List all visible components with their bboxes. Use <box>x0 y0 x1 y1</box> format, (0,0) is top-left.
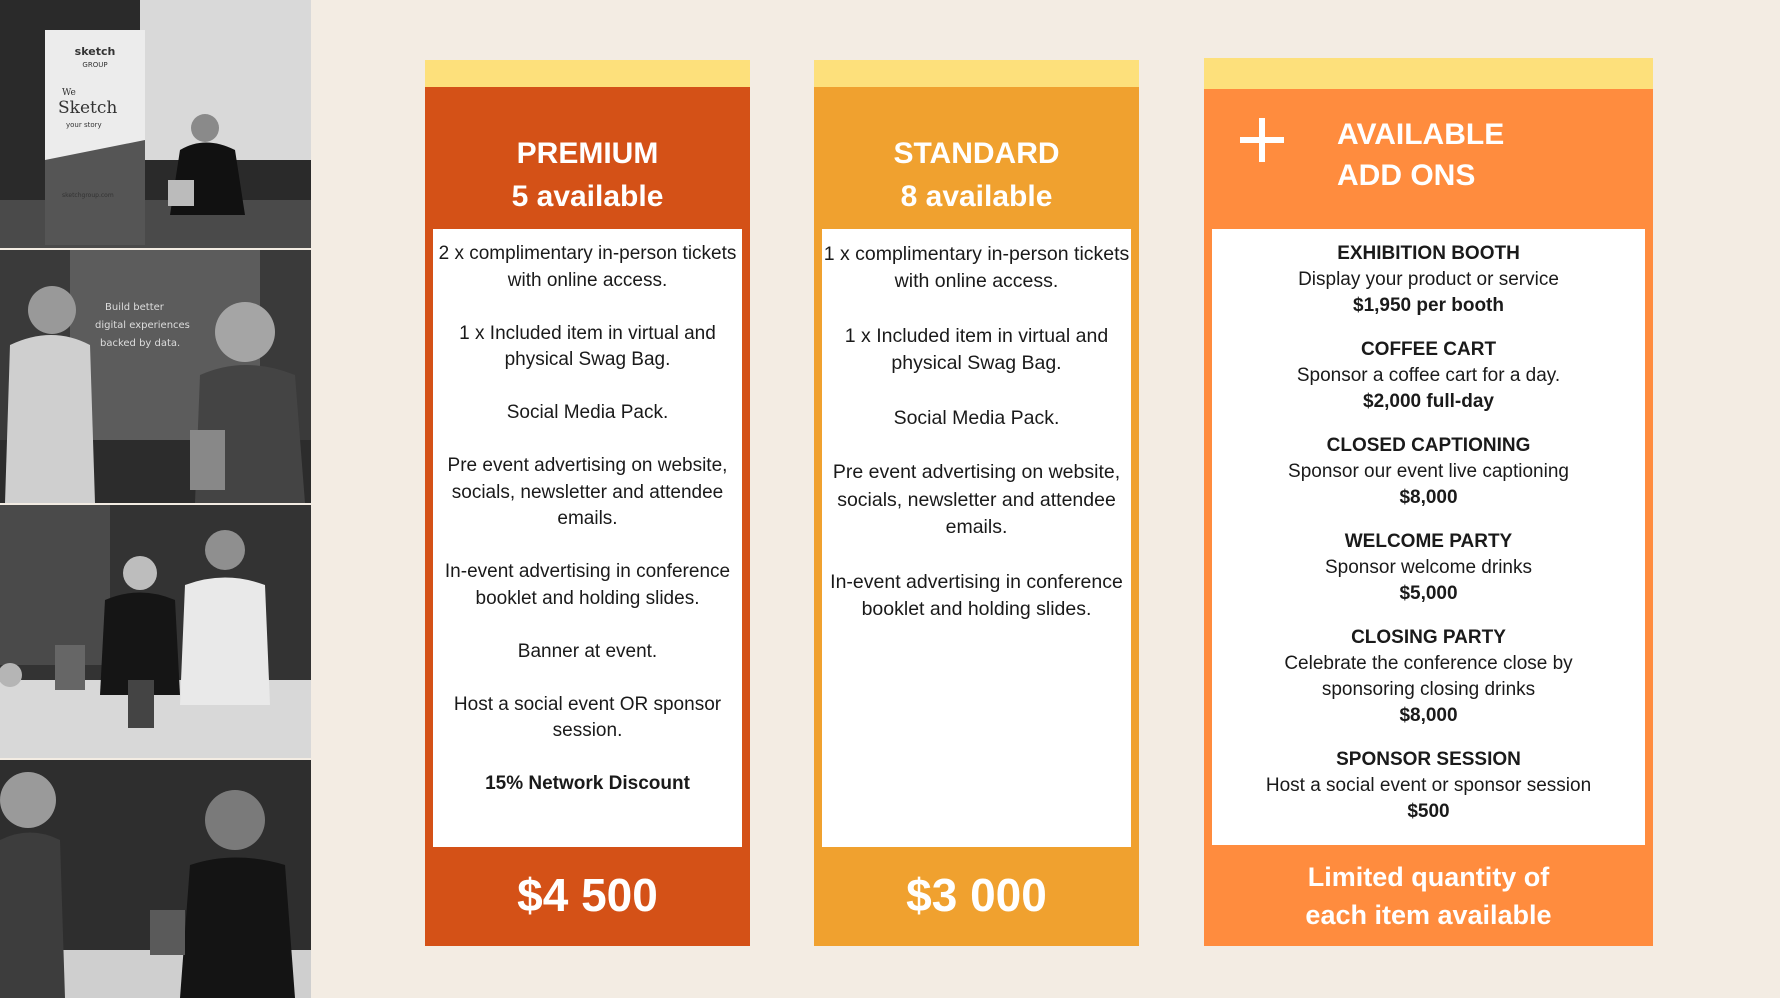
addon-price: $5,000 <box>1399 583 1458 604</box>
addons-title-line1: AVAILABLE <box>1337 118 1505 151</box>
addon-description: Host a social event or sponsor session <box>1265 775 1592 796</box>
addon-title: WELCOME PARTY <box>1344 531 1513 552</box>
addon-item <box>1212 747 1645 825</box>
addon-title: CLOSED CAPTIONING <box>1326 435 1531 456</box>
addons-header <box>1337 114 1504 196</box>
addon-item <box>1212 625 1645 729</box>
addon-title: EXHIBITION BOOTH <box>1337 243 1520 264</box>
photo-strip <box>0 0 311 998</box>
addon-description: Celebrate the conference close by sponsoring closing drinks <box>1284 653 1573 700</box>
addons-footer-line2: each item available <box>1305 900 1552 930</box>
banner-url: sketchgroup.com <box>62 192 114 199</box>
standard-feature: Pre event advertising on website, socials, newsletter and attendee emails. <box>832 461 1121 538</box>
addon-title: COFFEE CART <box>1360 339 1497 360</box>
banner-tagline-2: Sketch <box>58 98 118 118</box>
wall-text-2: digital experiences <box>95 320 190 331</box>
plus-icon <box>1240 118 1284 162</box>
banner-brand-sub: GROUP <box>82 61 108 69</box>
premium-feature: Host a social event OR sponsor session. <box>453 693 722 741</box>
standard-price: $3 000 <box>906 869 1047 921</box>
standard-feature: Social Media Pack. <box>893 406 1060 429</box>
addons-footer-line1: Limited quantity of <box>1307 862 1550 892</box>
photo-sketch-artist <box>0 0 311 248</box>
standard-features-panel <box>822 229 1131 847</box>
standard-package-card <box>814 60 1139 946</box>
addon-price: $8,000 <box>1399 487 1458 508</box>
addons-list-panel <box>1212 229 1645 845</box>
standard-feature: In-event advertising in conference booklet and holding slides. <box>830 570 1123 620</box>
standard-feature: 1 x complimentary in-person tickets with online access. <box>823 243 1130 293</box>
premium-feature: 1 x Included item in virtual and physical Swag Bag. <box>459 322 716 370</box>
standard-feature: 1 x Included item in virtual and physical Swag Bag. <box>844 324 1109 375</box>
addon-item <box>1212 337 1645 415</box>
premium-header <box>425 132 750 218</box>
standard-title: STANDARD <box>893 137 1060 170</box>
standard-availability: 8 available <box>900 180 1053 213</box>
addon-price: $500 <box>1407 801 1450 822</box>
photo-sponsor-table <box>0 505 311 758</box>
premium-feature: Social Media Pack. <box>506 402 669 423</box>
banner-tagline-1: We <box>62 88 76 98</box>
photo-booth-conversation <box>0 250 311 503</box>
addon-title: SPONSOR SESSION <box>1336 749 1521 770</box>
premium-price: $4 500 <box>517 869 658 921</box>
addon-item <box>1212 433 1645 511</box>
addon-item <box>1212 529 1645 607</box>
addon-description: Sponsor a coffee cart for a day. <box>1296 365 1561 386</box>
standard-header <box>814 132 1139 218</box>
addon-price: $2,000 full-day <box>1363 391 1494 412</box>
premium-feature: In-event advertising in conference booklet and holding slides. <box>444 561 731 609</box>
premium-features-panel <box>433 229 742 847</box>
addons-title-line2: ADD ONS <box>1337 159 1476 192</box>
addon-price: $1,950 per booth <box>1353 295 1504 316</box>
addon-description: Display your product or service <box>1298 269 1559 290</box>
premium-feature: Pre event advertising on website, socials, newsletter and attendee emails. <box>447 455 728 529</box>
addons-footer <box>1204 858 1653 934</box>
premium-feature: Banner at event. <box>517 640 658 662</box>
photo-exhibitors <box>0 760 311 998</box>
premium-package-card <box>425 60 750 946</box>
premium-feature: 2 x complimentary in-person tickets with online access. <box>438 243 737 291</box>
wall-text-3: backed by data. <box>100 338 181 349</box>
addon-item <box>1212 241 1645 319</box>
addon-description: Sponsor welcome drinks <box>1325 557 1532 578</box>
addons-card <box>1204 58 1653 946</box>
banner-brand: sketch <box>74 45 116 58</box>
premium-title: PREMIUM <box>516 137 659 170</box>
premium-discount: 15% Network Discount <box>485 773 690 794</box>
premium-accent-bar <box>425 60 750 87</box>
wall-text-1: Build better <box>105 302 164 313</box>
addon-title: CLOSING PARTY <box>1351 627 1506 648</box>
addon-price: $8,000 <box>1399 705 1458 726</box>
addons-accent-bar <box>1204 58 1653 89</box>
premium-availability: 5 available <box>511 180 664 213</box>
banner-tagline-3: your story <box>66 121 102 129</box>
addon-description: Sponsor our event live captioning <box>1288 461 1569 482</box>
standard-accent-bar <box>814 60 1139 87</box>
